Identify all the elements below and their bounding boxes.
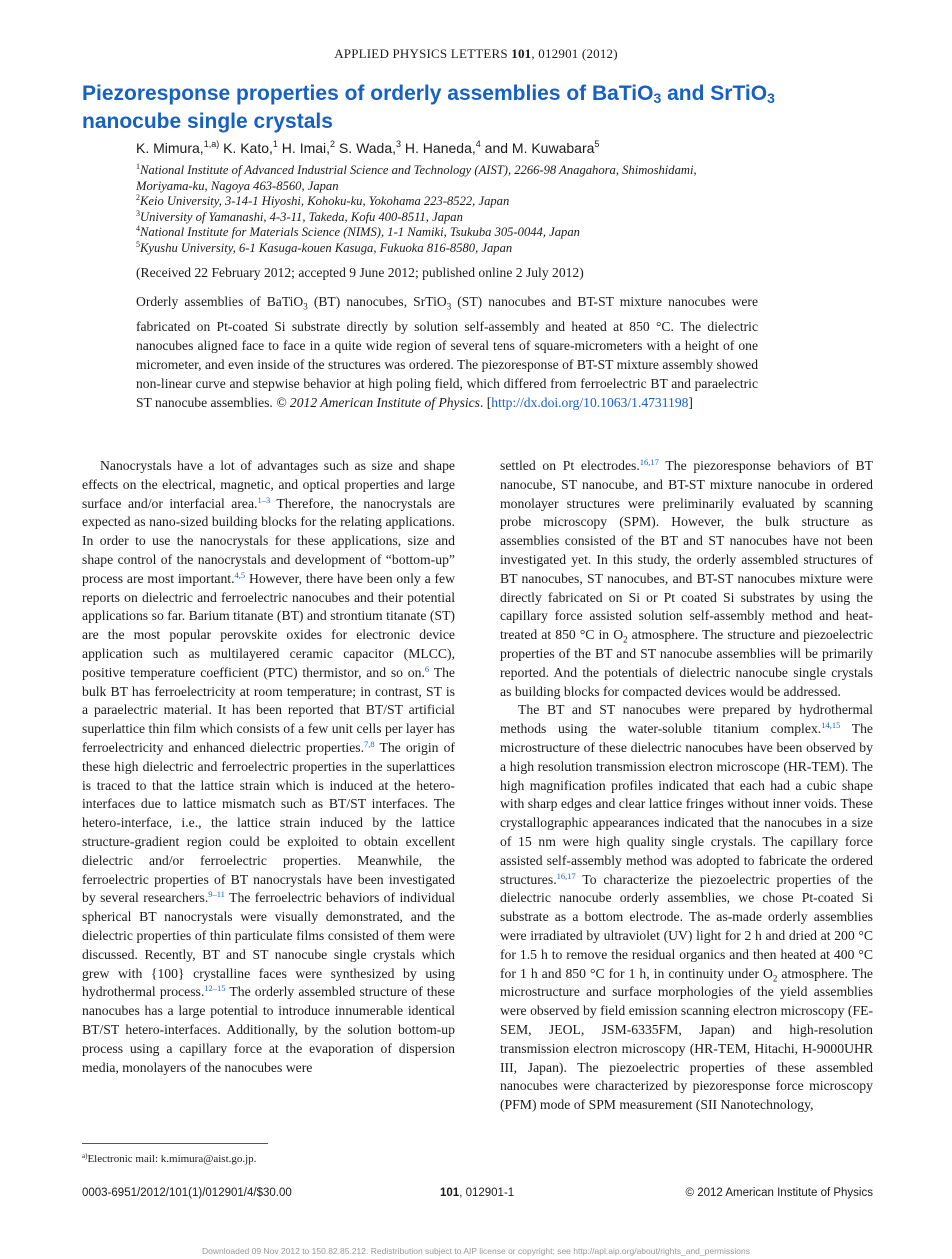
footer-issn: 0003-6951/2012/101(1)/012901/4/$30.00 [82, 1187, 292, 1199]
citation-link[interactable]: 4,5 [234, 569, 246, 580]
footer-page: 101, 012901-1 [440, 1187, 515, 1199]
footnote-rule [82, 1143, 268, 1144]
affiliation-2: $^2$Keio University, 3-14-1 Hiyoshi, Kohoku-ku, Yokohama 223-8522, Japan [136, 193, 510, 208]
citation-link[interactable]: 16,17 [556, 870, 576, 881]
paragraph-continued: settled on Pt electrodes.$^{16,17}$ The piezoresponse behaviors of BT nanocube, ST nanocube, and BT-ST mixture nanocube in ordered monolayer structures were preliminarily evaluated by scanning probe microscopy (SPM). However, the bulk structure as assemblies consisted of the BT and ST nanocubes have not been investigated yet. In this study, the orderly assembled structures of BT nanocubes, ST nanocubes, and BT-ST nanocubes mixture were directly fabricated on Si or Pt coated Si substrates by using the capillary force assisted solution self-assembly method and heat-treated at 850 °C in $O_2$ atmosphere. The structure and piezoelectric properties of the BT and ST nanocube assemblies will be primarily reported. And the potentials of dielectric nanocube single crystals as building blocks for compacted devices would be addressed. [500, 457, 874, 699]
citation-link[interactable]: 7,8 [364, 738, 375, 749]
citation-link[interactable]: 12–15 [204, 983, 226, 994]
affiliation-5: $^5$Kyushu University, 6-1 Kasuga-kouen Kasuga, Fukuoka 816-8580, Japan [136, 239, 513, 255]
body-column-right [500, 457, 873, 1115]
citation-link[interactable]: 6 [424, 663, 430, 674]
citation-link[interactable]: 16,17 [639, 457, 659, 467]
affiliation-3: $^3$University of Yamanashi, 4-3-11, Takeda, Kofu 400-8511, Japan [136, 208, 463, 224]
body-column-left [82, 457, 455, 1077]
citation-link[interactable]: 14,15 [821, 720, 841, 731]
received-dates: (Received 22 February 2012; accepted 9 June 2012; published online 2 July 2012) [136, 265, 584, 280]
citation-link[interactable]: 9–11 [208, 889, 225, 900]
affiliation-4: $^4$National Institute for Materials Science (NIMS), 1-1 Namiki, Tsukuba 305-0044, Japan [136, 224, 580, 239]
download-notice: Downloaded 09 Nov 2012 to 150.82.85.212. Redistribution subject to AIP license or copyright; see http://apl.aip.org/about/rights_and_permissions [202, 1246, 750, 1256]
copyright-notice: © 2012 American Institute of Physics [276, 394, 480, 410]
footer-copyright: © 2012 American Institute of Physics [685, 1187, 873, 1199]
paper-title: Piezoresponse properties of orderly assemblies of BaTiO$_3$ and SrTiO$_3$ nanocube single crystals [82, 82, 775, 133]
footnote: $^{a)}$Electronic mail: k.mimura@aist.go.jp. [82, 1152, 257, 1165]
doi-link[interactable]: http://dx.doi.org/10.1063/1.4731198 [491, 394, 689, 410]
paragraph-intro: Nanocrystals have a lot of advantages such as size and shape effects on the electrical, magnetic, and optical properties and large surface and/or interfacial area.$^{1-3}$ Therefore, the nanocrystals are expected as nano-sized building blocks for the relating applications. In order to use the nanocrystals for these applications, size and shape control of the nanocrystals and development of “bottom-up” process are most important.$^{4,5}$ However, there have been only a few reports on dielectric and ferroelectric nanocubes and their potential applications so far. Barium titanate (BT) and strontium titanate (ST) are the most popular perovskite oxides for electronic device application such as multilayered ceramic capacitor (MLCC), positive temperature coefficient (PTC) thermistor, and so on.$^6$ The bulk BT has ferroelectricity at room temperature; in contrast, ST is a paraelectric material. It has been reported that BT/ST artificial superlattice thin film which consists of a few unit cells per layer has ferroelectricity and enhanced dielectric properties.$^{7,8}$ The origin of these high dielectric and ferroelectric properties in the superlattices is traced to that the lattice strain which is induced at the hetero-interfaces due to lattice mismatch such as BT/ST interfaces. The hetero-interface, i.e., the lattice strain induced by the lattice structure-gradient region could be exploited to obtain excellent dielectric and/or ferroelectric properties. Meanwhile, the ferroelectric properties of BT nanocrystals have been investigated by several researchers.$^{9-11}$ The ferroelectric behaviors of individual spherical BT nanocrystals were visually demonstrated, and the dielectric properties of thin particulate films consisted of them were discussed. Recently, BT and ST nanocube single crystals which grew with {100} crystalline faces were synthesized by using hydrothermal process.$^{12-15}$ The orderly assembled structure of these nanocubes has a large potential to introduce innumerable identical BT/ST hetero-interfaces. Additionally, by the solution bottom-up process using a capillary force at the evaporation of dispersion media, monolayers of the nanocubes were [82, 458, 456, 1075]
running-head: APPLIED PHYSICS LETTERS 101, 012901 (2012) [334, 46, 618, 61]
affiliation-1: $^1$National Institute of Advanced Industrial Science and Technology (AIST), 2266-98 Anagahora, Shimoshidami, Moriyama-ku, Nagoya 463-8560, Japan [136, 162, 697, 193]
author-list: K. Mimura,$^{1,a)}$ K. Kato,$^1$ H. Imai,$^2$ S. Wada,$^3$ H. Haneda,$^4$ and M. Kuwabara$^5$ [136, 139, 600, 156]
paragraph-methods: The BT and ST nanocubes were prepared by hydrothermal methods using the water-soluble titanium complex.$^{14,15}$ The microstructure of these dielectric nanocubes have been observed by a high resolution transmission electron microscope (HR-TEM). The high magnification profiles indicated that each had a cubic shape with sharp edges and clear lattice fringes without inner voids. These crystallographic appearances indicated that the nanocubes in a size of 15 nm were high quality single crystals. The capillary force assisted self-assembly method was adopted to fabricate the ordered structures.$^{16,17}$ To characterize the piezoelectric properties of the dielectric nanocube orderly assemblies, we chose Pt-coated Si substrate as a bottom electrode. The as-made orderly assemblies were irradiated by ultraviolet (UV) light for 2 h and dried at 200 °C for 1.5 h to remove the residual organics and then heated at 400 °C for 1 h and 850 °C for 1 h, in continuity under $O_2$ atmosphere. The microstructure and surface morphologies of the yield assemblies were observed by field emission scanning electron microscopy (FE-SEM, JEOL, JSM-6335FM, Japan) and high-resolution transmission electron microscopy (HR-TEM, Hitachi, H-9000UHR III, Japan). The piezoelectric properties of these assembled nanocubes were characterized by piezoresponse force microscopy (PFM) mode of SPM measurement (SII Nanotechnology, [500, 702, 873, 1113]
citation-link[interactable]: 1–3 [257, 494, 271, 505]
abstract: Orderly assemblies of BaTiO$_3$ (BT) nanocubes, SrTiO$_3$ (ST) nanocubes and BT-ST mixture nanocubes were fabricated on Pt-coated Si substrate directly by solution self-assembly and heated at 850 °C. The dielectric nanocubes aligned face to face in a quite wide region of several tens of square-micrometers with a height of one micrometer, and even inside of the structures was ordered. The piezoresponse of BT-ST mixture assembly showed non-linear curve and stepwise behavior at high poling field, which differed from ferroelectric BT and paraelectric ST nanocube assemblies. © 2012 American Institute of Physics. [http://dx.doi.org/10.1063/1.4731198] [136, 294, 758, 410]
